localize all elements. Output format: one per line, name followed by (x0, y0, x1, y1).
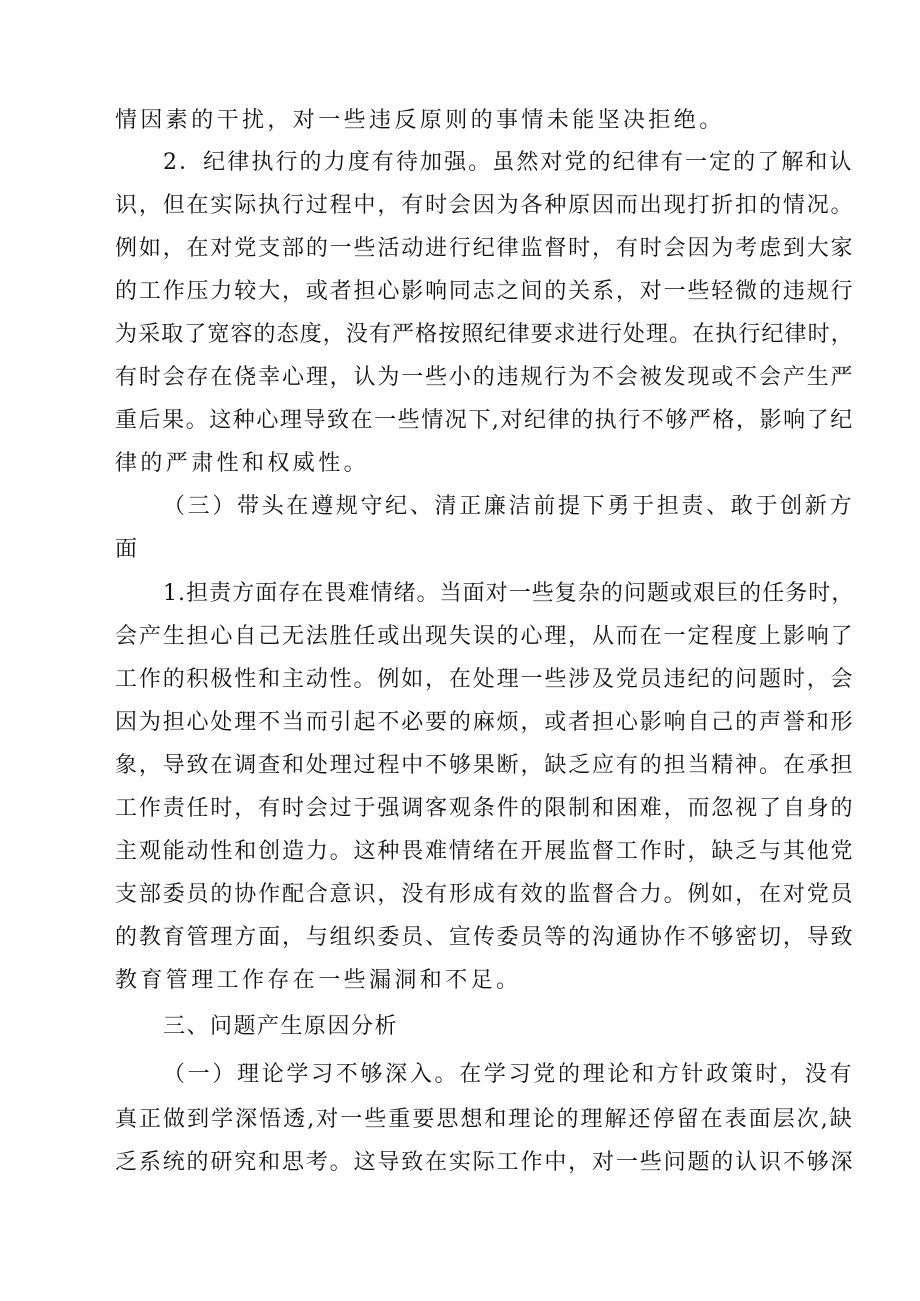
paragraph-line: 真正做到学深悟透,对一些重要思想和理论的理解还停留在表面层次,缺 (115, 1107, 854, 1132)
paragraph-line: 支部委员的协作配合意识，没有形成有效的监督合力。例如，在对党员 (115, 882, 855, 907)
paragraph-line: 工作责任时，有时会过于强调客观条件的限制和困难，而忽视了自身的 (115, 796, 855, 821)
paragraph-line: 教育管理工作存在一些漏洞和不足。 (115, 968, 522, 993)
section-heading-continued: 面 (115, 537, 141, 562)
paragraph-line: 有时会存在侥幸心理，认为一些小的违规行为不会被发现或不会产生严 (115, 365, 855, 390)
paragraph-line: 1.担责方面存在畏难情绪。当面对一些复杂的问题或艰巨的任务时， (163, 581, 855, 606)
paragraph-line: 主观能动性和创造力。这种畏难情绪在开展监督工作时，缺乏与其他党 (115, 839, 855, 864)
chapter-heading: 三、问题产生原因分析 (163, 1014, 399, 1039)
paragraph-line: 的教育管理方面，与组织委员、宣传委员等的沟通协作不够密切，导致 (115, 925, 855, 950)
paragraph-line: 工作的积极性和主动性。例如，在处理一些涉及党员违纪的问题时，会 (115, 667, 855, 692)
paragraph-line: 的工作压力较大，或者担心影响同志之间的关系，对一些轻微的违规行 (115, 279, 855, 304)
paragraph-line: 律的严肃性和权威性。 (115, 451, 370, 476)
paragraph-line: 重后果。这种心理导致在一些情况下,对纪律的执行不够严格，影响了纪 (115, 408, 854, 433)
paragraph-line: 例如，在对党支部的一些活动进行纪律监督时，有时会因为考虑到大家 (115, 236, 855, 261)
paragraph-line: （一）理论学习不够深入。在学习党的理论和方针政策时，没有 (163, 1062, 855, 1087)
paragraph-line: 因为担心处理不当而引起不必要的麻烦，或者担心影响自己的声誉和形 (115, 710, 855, 735)
paragraph-line: 乏系统的研究和思考。这导致在实际工作中，对一些问题的认识不够深 (115, 1150, 855, 1175)
paragraph-line: 情因素的干扰，对一些违反原则的事情未能坚决拒绝。 (115, 108, 725, 133)
paragraph-line: 2．纪律执行的力度有待加强。虽然对党的纪律有一定的了解和认 (163, 150, 854, 175)
paragraph-line: 会产生担心自己无法胜任或出现失误的心理，从而在一定程度上影响了 (115, 624, 855, 649)
paragraph-line: 象，导致在调查和处理过程中不够果断，缺乏应有的担当精神。在承担 (115, 753, 855, 778)
paragraph-line: 为采取了宽容的态度，没有严格按照纪律要求进行处理。在执行纪律时， (115, 322, 854, 347)
paragraph-line: 识，但在实际执行过程中，有时会因为各种原因而出现打折扣的情况。 (115, 193, 855, 218)
section-heading: （三）带头在遵规守纪、清正廉洁前提下勇于担责、敢于创新方 (163, 494, 855, 519)
